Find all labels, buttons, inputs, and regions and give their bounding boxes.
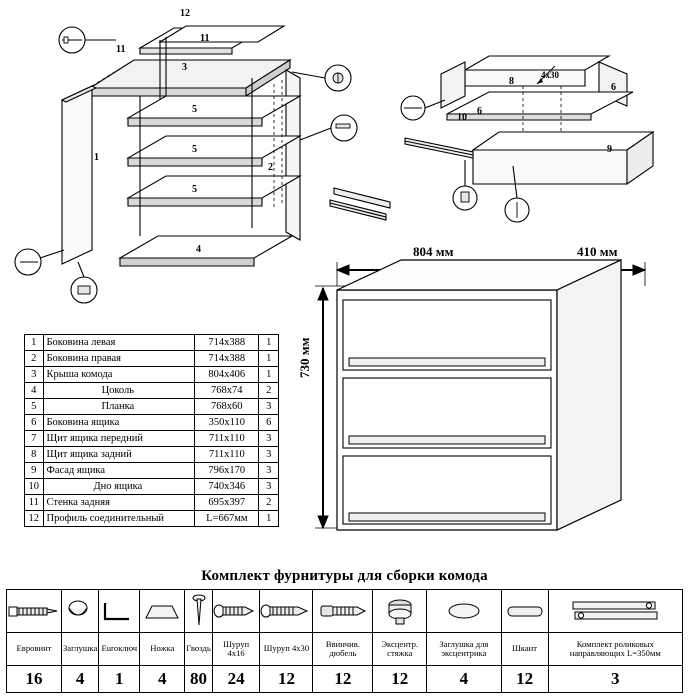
table-row [25,367,279,383]
part-qty: 1 [259,351,279,367]
table-row [25,431,279,447]
part-qty: 1 [259,367,279,383]
part-size: 711х110 [195,431,259,447]
part-name: Планка [43,399,195,415]
kit-item-label: Заглушка для эксцентрика [427,633,501,666]
label-12: 12 [180,8,190,19]
kit-item-count: 12 [373,666,427,693]
kit-item-count: 4 [62,666,99,693]
depth-dimension-label: 410 мм [577,244,618,259]
drawer-exploded-drawing [395,40,689,240]
part-name: Профиль соединительный [43,511,195,527]
part-name: Фасад ящика [43,463,195,479]
label-5-a: 5 [192,104,197,115]
part-number: 4 [25,383,44,399]
label-10: 10 [457,112,467,123]
part-qty: 3 [259,479,279,495]
part-number: 9 [25,463,44,479]
cam-lock-icon [373,590,427,633]
table-row [25,463,279,479]
label-6-right: 6 [611,82,616,93]
part-name: Крыша комода [43,367,195,383]
part-name: Щит ящика задний [43,447,195,463]
part-number: 3 [25,367,44,383]
table-row [25,447,279,463]
kit-item-count: 12 [260,666,313,693]
cam-cover-icon [427,590,501,633]
kit-item-count: 1 [99,666,140,693]
dowel-screw-icon [313,590,373,633]
kit-item-label: Эксцентр. стяжка [373,633,427,666]
table-row [25,495,279,511]
label-3: 3 [182,62,187,73]
part-size: 714х388 [195,351,259,367]
label-2: 2 [268,162,273,173]
kit-item-count: 4 [140,666,185,693]
kit-item-count: 3 [548,666,682,693]
nail-icon [185,590,212,633]
part-qty: 6 [259,415,279,431]
part-qty: 1 [259,511,279,527]
label-4x30: 4х30 [541,70,559,80]
kit-title: Комплект фурнитуры для сборки комода [201,568,488,584]
part-number: 10 [25,479,44,495]
part-name: Боковина левая [43,335,195,351]
part-size: 768х60 [195,399,259,415]
kit-item-label: Заглушка [62,633,99,666]
kit-item-count: 24 [212,666,260,693]
kit-item-label: Шуруп 4х30 [260,633,313,666]
part-size: L=667мм [195,511,259,527]
part-qty: 1 [259,335,279,351]
part-size: 350х110 [195,415,259,431]
part-name: Стенка задняя [43,495,195,511]
label-4: 4 [196,244,201,255]
dowel-icon [501,590,548,633]
table-row [25,511,279,527]
part-number: 12 [25,511,44,527]
part-size: 695х397 [195,495,259,511]
part-qty: 2 [259,383,279,399]
part-qty: 2 [259,495,279,511]
dimensioned-cabinet-view [297,238,677,558]
part-number: 6 [25,415,44,431]
label-9: 9 [607,144,612,155]
kit-item-count: 80 [185,666,212,693]
kit-item-label: Euroключ [99,633,140,666]
label-5-b: 5 [192,144,197,155]
kit-item-label: Шуруп 4х16 [212,633,260,666]
part-name: Боковина ящика [43,415,195,431]
part-size: 711х110 [195,447,259,463]
part-size: 796х170 [195,463,259,479]
part-size: 714х388 [195,335,259,351]
part-qty: 3 [259,463,279,479]
label-5-c: 5 [192,184,197,195]
part-qty: 3 [259,447,279,463]
label-1: 1 [94,152,99,163]
part-size: 740х346 [195,479,259,495]
part-name: Цоколь [43,383,195,399]
slide-rails-icon [548,590,682,633]
table-row [25,383,279,399]
kit-item-label: Шкант [501,633,548,666]
hardware-kit-table [6,589,683,693]
screw-4x30-icon [260,590,313,633]
width-dimension-label: 804 мм [413,244,454,259]
kit-item-label: Евровинт [7,633,62,666]
table-row [25,479,279,495]
kit-item-label: Ввинчив. дюбель [313,633,373,666]
label-11-right: 11 [200,33,210,44]
part-size: 804х406 [195,367,259,383]
part-number: 8 [25,447,44,463]
kit-item-count: 16 [7,666,62,693]
part-qty: 3 [259,399,279,415]
foot-icon [140,590,185,633]
label-6-left: 6 [477,106,482,117]
kit-item-label: Комплект роликовых направляющих L=350мм [548,633,682,666]
euro-screw-icon [7,590,62,633]
part-size: 768х74 [195,383,259,399]
part-number: 7 [25,431,44,447]
cap-plug-icon [62,590,99,633]
part-number: 5 [25,399,44,415]
kit-item-count: 4 [427,666,501,693]
kit-item-label: Гвоздь [185,633,212,666]
kit-item-count: 12 [501,666,548,693]
part-name: Щит ящика передний [43,431,195,447]
table-row [25,335,279,351]
part-number: 1 [25,335,44,351]
euro-key-icon [99,590,140,633]
table-row [25,415,279,431]
height-dimension-label: 730 мм [297,337,312,378]
label-11-left: 11 [116,44,126,55]
part-number: 2 [25,351,44,367]
parts-table [24,334,279,527]
table-row [25,399,279,415]
table-row [25,351,279,367]
part-qty: 3 [259,431,279,447]
part-name: Боковина правая [43,351,195,367]
part-number: 11 [25,495,44,511]
kit-item-count: 12 [313,666,373,693]
kit-item-label: Ножка [140,633,185,666]
part-name: Дно ящика [43,479,195,495]
screw-4x16-icon [212,590,260,633]
label-8: 8 [509,76,514,87]
